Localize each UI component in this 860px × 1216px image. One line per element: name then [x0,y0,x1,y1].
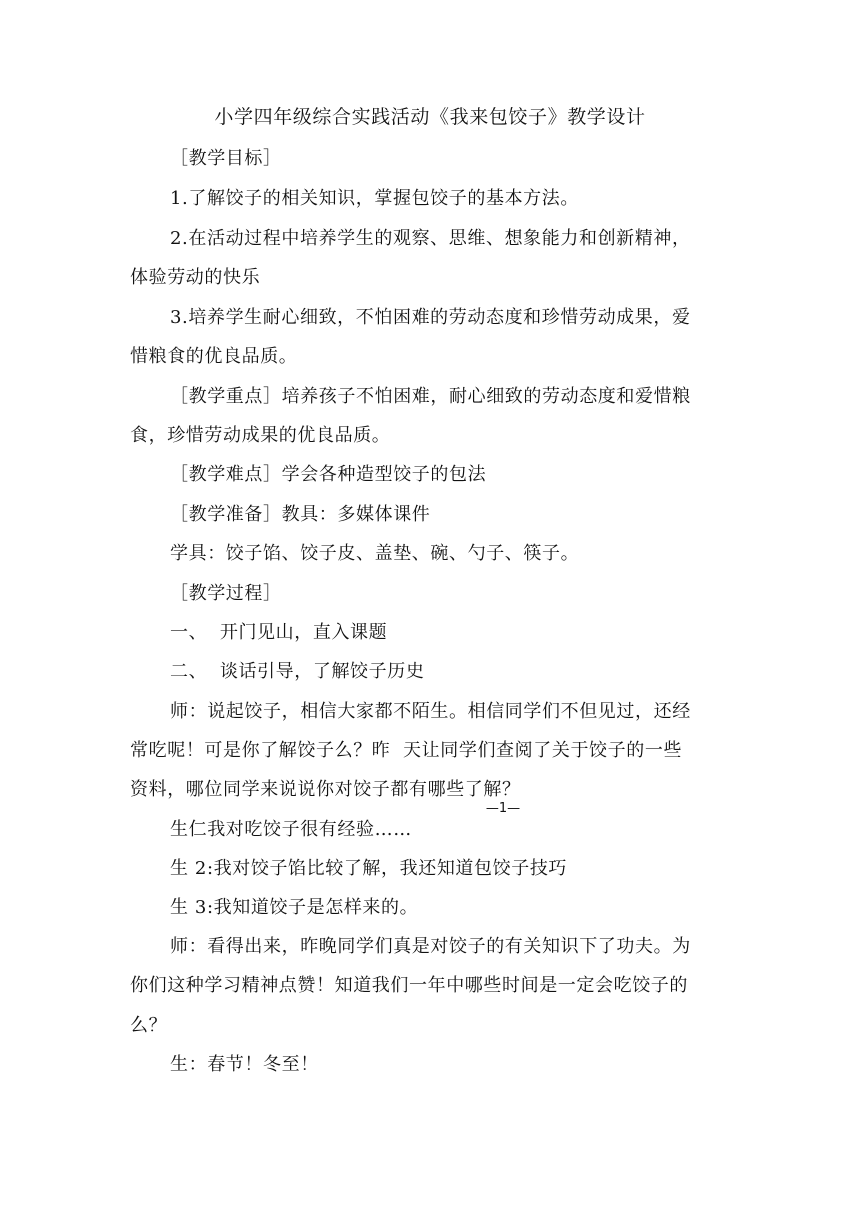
teacher-speech-1-cont: 常吃呢！可是你了解饺子么？昨 天让同学们查阅了关于饺子的一些 [130,740,683,761]
student-reply-2: 生 2:我对饺子馅比较了解，我还知道包饺子技巧 [170,858,568,879]
document-title: 小学四年级综合实践活动《我来包饺子》教学设计 [214,106,646,128]
process-step-2: 二、 谈话引导，了解饺子历史 [170,661,425,682]
objective-item-3-cont: 惜粮食的优良品质。 [130,346,298,367]
key-points-cont: 食，珍惜劳动成果的优良品质。 [130,425,391,446]
student-reply-1: 生仁我对吃饺子很有经验…… [170,819,412,840]
student-reply-4: 生：春节！冬至！ [170,1054,319,1075]
teacher-speech-2-cont: 你们这种学习精神点赞！知道我们一年中哪些时间是一定会吃饺子的 [130,975,688,996]
teacher-speech-2-cont-2: 么？ [130,1015,168,1036]
difficult-points: ［教学难点］学会各种造型饺子的包法 [170,464,487,485]
teacher-speech-1: 师：说起饺子，相信大家都不陌生。相信同学们不但见过，还经 [170,701,691,722]
key-points: ［教学重点］培养孩子不怕困难，耐心细致的劳动态度和爱惜粮 [170,386,691,407]
teacher-speech-1-cont-2: 资料，哪位同学来说说你对饺子都有哪些了解？ [130,779,521,800]
process-step-1: 一、 开门见山，直入课题 [170,622,388,643]
teacher-speech-2: 师：看得出来，昨晚同学们真是对饺子的有关知识下了功夫。为 [170,936,691,957]
objective-item-2: 2.在活动过程中培养学生的观察、思维、想象能力和创新精神， [170,228,691,249]
student-reply-3: 生 3:我知道饺子是怎样来的。 [170,897,419,918]
preparation-student: 学具：饺子馅、饺子皮、盖垫、碗、勺子、筷子。 [170,543,580,564]
objective-item-3: 3.培养学生耐心细致，不怕困难的劳动态度和珍惜劳动成果，爱 [170,307,691,328]
objective-item-1: 1.了解饺子的相关知识，掌握包饺子的基本方法。 [170,188,579,209]
page-number: —1— [485,801,521,816]
preparation-teacher: ［教学准备］教具：多媒体课件 [170,504,431,525]
objective-item-2-cont: 体验劳动的快乐 [130,267,261,288]
section-heading-objectives: ［教学目标］ [170,148,282,169]
section-heading-process: ［教学过程］ [170,583,282,604]
